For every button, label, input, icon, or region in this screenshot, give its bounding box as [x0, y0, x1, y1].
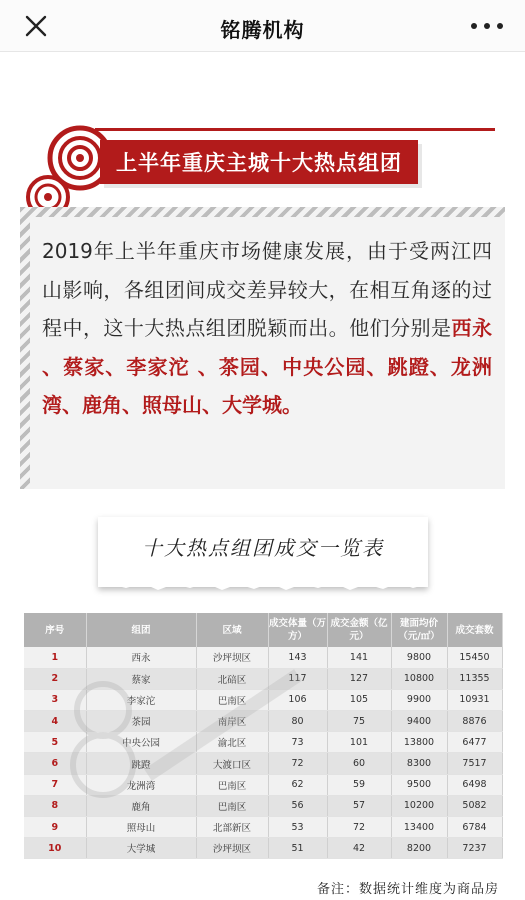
row-index: 2 [24, 668, 86, 689]
top-nav-bar [0, 0, 525, 52]
table-cell: 沙坪坝区 [196, 647, 268, 668]
table-cell: 105 [327, 689, 391, 710]
table-cell: 巴南区 [196, 795, 268, 816]
table-cell: 7237 [447, 838, 502, 859]
table-row [24, 817, 502, 838]
row-index: 4 [24, 711, 86, 732]
table-cell: 李家沱 [86, 689, 196, 710]
table-cell: 5082 [447, 795, 502, 816]
table-cell: 80 [268, 711, 327, 732]
table-cell: 51 [268, 838, 327, 859]
table-cell: 59 [327, 774, 391, 795]
table-cell: 57 [327, 795, 391, 816]
table-row [24, 838, 502, 859]
table-cell: 北部新区 [196, 817, 268, 838]
table-cell: 渝北区 [196, 732, 268, 753]
table-cell: 11355 [447, 668, 502, 689]
table-cell: 117 [268, 668, 327, 689]
table-cell: 沙坪坝区 [196, 838, 268, 859]
row-index: 9 [24, 817, 86, 838]
header-cell: 成交体量（万方） [268, 613, 327, 647]
table-cell: 9500 [391, 774, 447, 795]
table-cell: 跳蹬 [86, 753, 196, 774]
header-cell: 区域 [196, 613, 268, 647]
intro-hatch-left [20, 207, 30, 489]
table-cell: 72 [268, 753, 327, 774]
table-cell: 龙洲湾 [86, 774, 196, 795]
table-row [24, 795, 502, 816]
table-cell: 101 [327, 732, 391, 753]
header-cell: 成交套数 [447, 613, 502, 647]
table-cell: 蔡家 [86, 668, 196, 689]
footnote: 备注：数据统计维度为商品房 [316, 882, 499, 897]
table-cell: 南岸区 [196, 711, 268, 732]
table-cell: 茶园 [86, 711, 196, 732]
table-row [24, 774, 502, 795]
row-index: 6 [24, 753, 86, 774]
table-cell: 10931 [447, 689, 502, 710]
table-cell: 60 [327, 753, 391, 774]
table-cell: 北碚区 [196, 668, 268, 689]
banner-divider [95, 128, 495, 131]
table-cell: 6498 [447, 774, 502, 795]
intro-text: 2019年上半年重庆市场健康发展，由于受两江四山影响，各组团间成交差异较大，在相互角逐的过程中，这十大热点组团脱颖而出。他们分别是 [42, 239, 492, 340]
table-cell: 53 [268, 817, 327, 838]
table-cell: 照母山 [86, 817, 196, 838]
row-index: 8 [24, 795, 86, 816]
table-cell: 9400 [391, 711, 447, 732]
header-cell: 组团 [86, 613, 196, 647]
table-cell: 127 [327, 668, 391, 689]
table-cell: 8300 [391, 753, 447, 774]
row-index: 5 [24, 732, 86, 753]
table-cell: 72 [327, 817, 391, 838]
table-cell: 8876 [447, 711, 502, 732]
row-index: 10 [24, 838, 86, 859]
table-cell: 15450 [447, 647, 502, 668]
data-table-wrapper [24, 613, 502, 859]
table-row [24, 647, 502, 668]
table-cell: 13800 [391, 732, 447, 753]
table-row [24, 711, 502, 732]
table-cell: 56 [268, 795, 327, 816]
table-cell: 巴南区 [196, 689, 268, 710]
table-cell: 8200 [391, 838, 447, 859]
table-row [24, 753, 502, 774]
table-cell: 西永 [86, 647, 196, 668]
row-index: 1 [24, 647, 86, 668]
row-index: 7 [24, 774, 86, 795]
table-cell: 大学城 [86, 838, 196, 859]
table-cell: 9900 [391, 689, 447, 710]
header-banner [0, 60, 525, 210]
table-cell: 10800 [391, 668, 447, 689]
table-cell: 13400 [391, 817, 447, 838]
table-cell: 9800 [391, 647, 447, 668]
intro-hatch-top [20, 207, 505, 217]
table-cell: 75 [327, 711, 391, 732]
table-cell: 中央公园 [86, 732, 196, 753]
nav-title: 铭腾机构 [220, 18, 305, 42]
table-cell: 巴南区 [196, 774, 268, 795]
table-cell: 7517 [447, 753, 502, 774]
header-cell: 建面均价（元/㎡） [391, 613, 447, 647]
table-cell: 106 [268, 689, 327, 710]
header-cell: 成交金额（亿元） [327, 613, 391, 647]
table-title: 十大热点组团成交一览表 [142, 536, 384, 560]
table-cell: 大渡口区 [196, 753, 268, 774]
paper-tear-edge [98, 578, 428, 592]
table-cell: 6477 [447, 732, 502, 753]
table-cell: 143 [268, 647, 327, 668]
table-cell: 6784 [447, 817, 502, 838]
row-index: 3 [24, 689, 86, 710]
table-cell: 141 [327, 647, 391, 668]
banner-title: 上半年重庆主城十大热点组团 [100, 140, 418, 184]
table-row [24, 732, 502, 753]
data-table [24, 613, 503, 859]
table-cell: 62 [268, 774, 327, 795]
header-cell: 序号 [24, 613, 86, 647]
intro-highlight: 西永 、蔡家、李家沱 、茶园、中央公园、跳蹬、龙洲湾、鹿角、照母山、大学城。 [42, 316, 493, 417]
table-cell: 10200 [391, 795, 447, 816]
intro-paragraph [42, 232, 492, 425]
table-row [24, 689, 502, 710]
table-cell: 73 [268, 732, 327, 753]
table-cell: 鹿角 [86, 795, 196, 816]
table-row [24, 668, 502, 689]
more-icon[interactable] [471, 18, 503, 34]
table-header-row [24, 613, 502, 647]
table-cell: 42 [327, 838, 391, 859]
